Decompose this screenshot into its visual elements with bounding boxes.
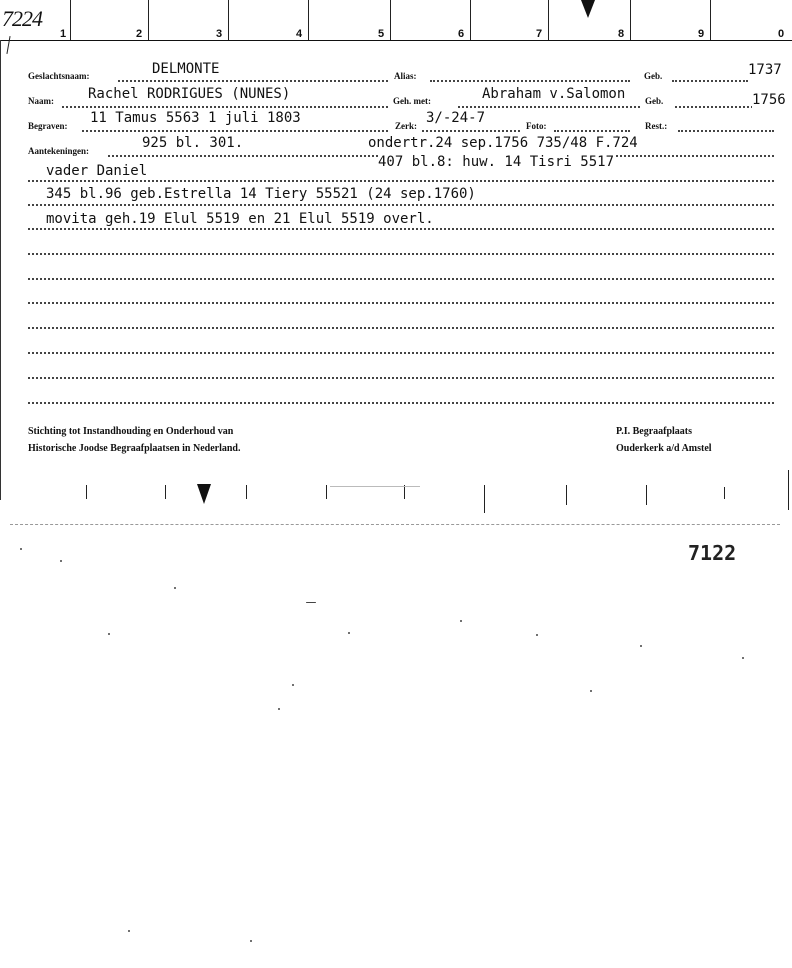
column-number-8: 8 — [618, 28, 625, 40]
note-line: ondertr.24 sep.1756 735/48 F.724 — [368, 135, 638, 151]
column-number-1: 1 — [60, 28, 67, 40]
footer-right-line-2: Ouderkerk a/d Amstel — [616, 443, 712, 454]
handwritten-card-number: 7224 — [2, 6, 42, 31]
dotted-line — [62, 106, 388, 108]
dotted-line — [430, 80, 630, 82]
foto-label: Foto: — [526, 121, 547, 131]
column-divider — [228, 0, 229, 40]
column-divider — [566, 485, 567, 505]
scan-speck — [20, 548, 22, 550]
begraven-value: 11 Tamus 5563 1 juli 1803 — [90, 110, 301, 126]
scan-speck — [590, 690, 592, 692]
note-line: vader Daniel — [46, 163, 148, 179]
scan-speck — [174, 587, 176, 589]
dotted-line — [678, 130, 774, 132]
column-divider — [148, 0, 149, 40]
column-divider — [630, 0, 631, 40]
column-divider — [548, 0, 549, 40]
dotted-line — [458, 106, 640, 108]
dotted-line — [28, 402, 774, 404]
dotted-line — [28, 327, 774, 329]
scan-speck — [292, 684, 294, 686]
scan-speck — [128, 930, 130, 932]
scan-speck — [306, 602, 316, 603]
column-divider — [70, 0, 71, 40]
aantekeningen-label: Aantekeningen: — [28, 146, 90, 156]
geslachtsnaam-label: Geslachtsnaam: — [28, 71, 90, 81]
dotted-line — [28, 253, 774, 255]
note-line: 407 bl.8: huw. 14 Tisri 5517 — [378, 154, 615, 170]
column-divider — [86, 485, 87, 499]
faint-rule — [330, 486, 420, 487]
scan-speck — [348, 632, 350, 634]
zerk-label: Zerk: — [395, 121, 417, 131]
column-number-2: 2 — [136, 28, 143, 40]
dotted-line — [28, 377, 774, 379]
column-divider — [484, 485, 485, 513]
top-rule — [0, 40, 792, 41]
dotted-line — [28, 302, 774, 304]
zerk-value: 3/-24-7 — [426, 110, 486, 126]
scan-speck — [640, 645, 642, 647]
rest-label: Rest.: — [645, 121, 668, 131]
column-divider — [246, 485, 247, 499]
scan-speck — [60, 560, 62, 562]
note-line: 345 bl.96 geb.Estrella 14 Tiery 55521 (24 sep.1760) — [46, 186, 476, 202]
naam-label: Naam: — [28, 96, 54, 106]
column-divider — [470, 0, 471, 40]
dotted-line — [672, 80, 748, 82]
dotted-line — [28, 278, 774, 280]
geb-label: Geb. — [644, 71, 663, 81]
alias-label: Alias: — [394, 71, 417, 81]
column-divider — [404, 485, 405, 499]
geb2-value: 1756 — [752, 92, 786, 108]
column-number-0: 0 — [778, 28, 785, 40]
scan-speck — [742, 657, 744, 659]
column-number-4: 4 — [296, 28, 303, 40]
note-line: movita geh.19 Elul 5519 en 21 Elul 5519 overl. — [46, 211, 434, 227]
column-number-9: 9 — [698, 28, 705, 40]
faint-rule — [10, 524, 780, 525]
column-number-3: 3 — [216, 28, 223, 40]
column-divider — [308, 0, 309, 40]
column-number-7: 7 — [536, 28, 543, 40]
column-divider — [390, 0, 391, 40]
geh-met-value: Abraham v.Salomon — [482, 86, 626, 102]
dotted-line — [422, 130, 520, 132]
notch-mark-icon — [581, 0, 595, 18]
dotted-line — [28, 228, 774, 230]
scan-speck — [250, 940, 252, 942]
dotted-line — [28, 352, 774, 354]
scan-speck — [536, 634, 538, 636]
column-divider — [646, 485, 647, 505]
dotted-line — [28, 204, 774, 206]
column-divider — [724, 487, 725, 499]
next-card-number: 7122 — [688, 541, 737, 565]
notch-mark-icon — [197, 484, 211, 504]
column-divider — [788, 470, 789, 510]
scan-speck — [460, 620, 462, 622]
aantekeningen-value: 925 bl. 301. — [142, 135, 244, 151]
dotted-line — [554, 130, 630, 132]
column-divider — [165, 485, 166, 499]
geb2-label: Geb. — [645, 96, 664, 106]
dotted-line — [118, 80, 388, 82]
scan-speck — [278, 708, 280, 710]
geh-met-label: Geh. met: — [393, 96, 431, 106]
geb-value: 1737 — [748, 62, 782, 78]
column-number-6: 6 — [458, 28, 465, 40]
geslachtsnaam-value: DELMONTE — [152, 61, 220, 77]
dotted-line — [28, 180, 774, 182]
footer-left-line-1: Stichting tot Instandhouding en Onderhoud van — [28, 426, 234, 437]
dotted-line — [675, 106, 753, 108]
card-edge — [0, 40, 1, 500]
begraven-label: Begraven: — [28, 121, 68, 131]
column-divider — [326, 485, 327, 499]
scan-speck — [108, 633, 110, 635]
pen-stroke — [6, 36, 10, 54]
dotted-line — [82, 130, 388, 132]
column-number-5: 5 — [378, 28, 385, 40]
footer-right-line-1: P.I. Begraafplaats — [616, 426, 693, 437]
column-divider — [710, 0, 711, 40]
footer-left-line-2: Historische Joodse Begraafplaatsen in Nederland. — [28, 443, 241, 454]
naam-value: Rachel RODRIGUES (NUNES) — [88, 86, 291, 102]
